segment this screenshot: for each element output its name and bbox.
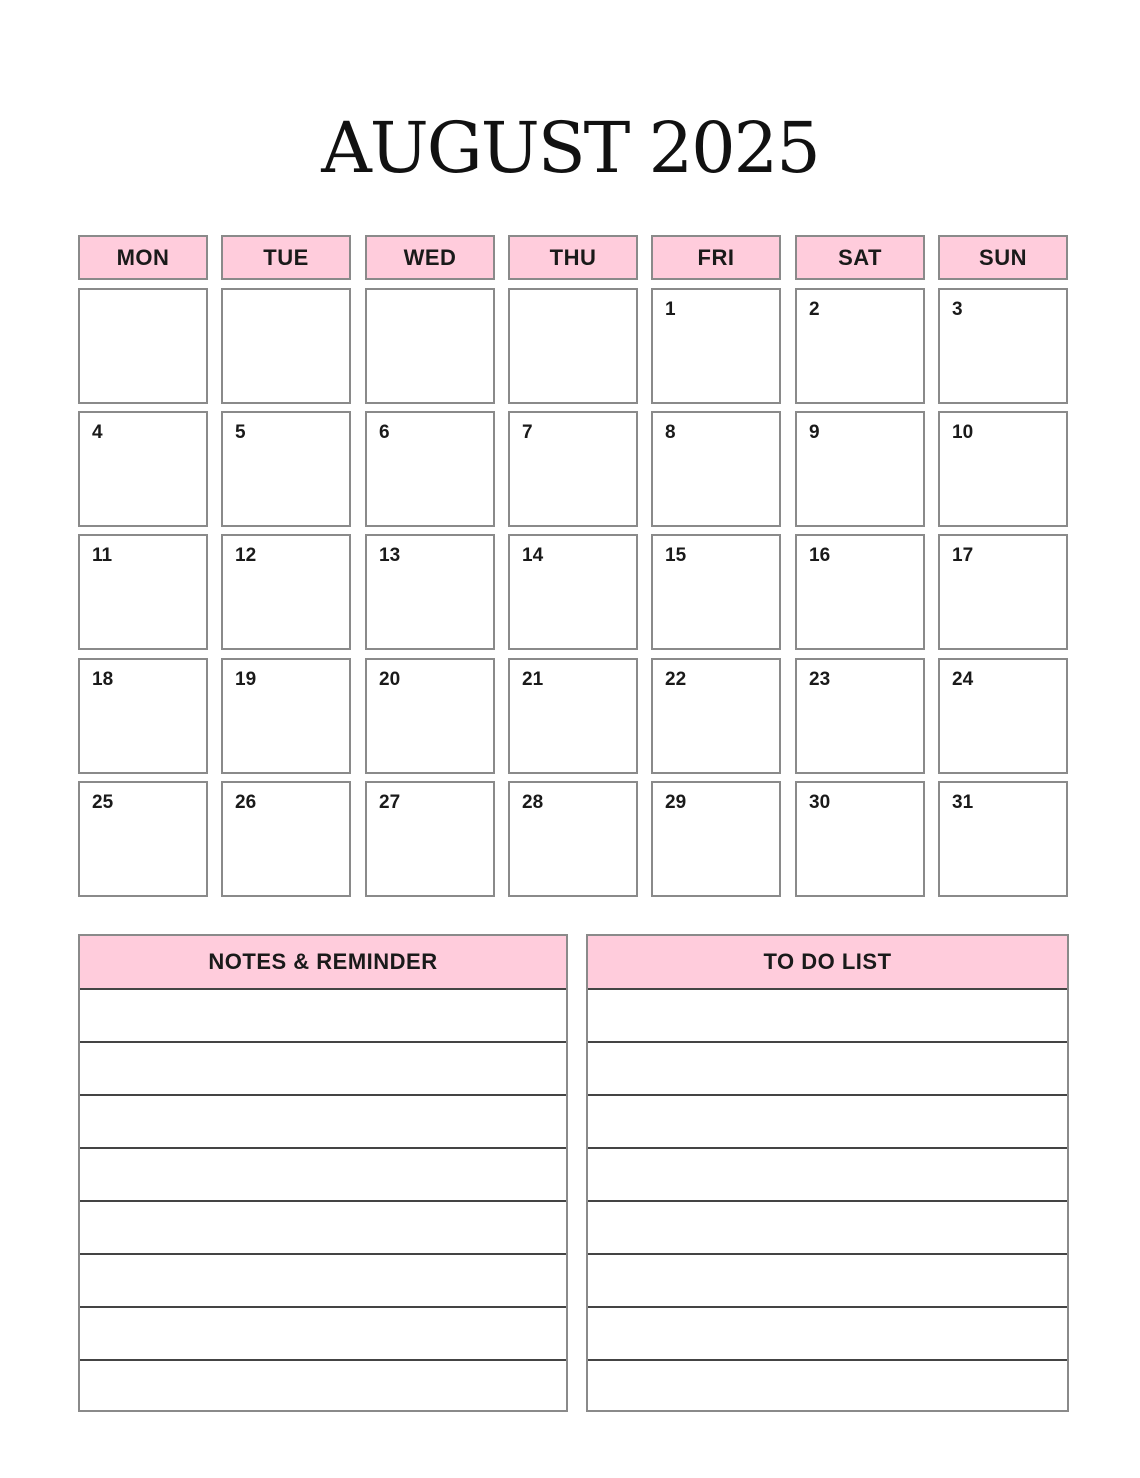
- day-number: 1: [665, 299, 676, 320]
- writing-line: [80, 1094, 566, 1096]
- day-cell: [508, 411, 638, 527]
- writing-line: [588, 1200, 1067, 1202]
- day-number: 17: [952, 545, 974, 566]
- day-number: 6: [379, 422, 390, 443]
- weekday-header: TUE: [221, 235, 351, 280]
- day-number: 20: [379, 669, 401, 690]
- weekday-header: THU: [508, 235, 638, 280]
- day-cell: [938, 288, 1068, 404]
- day-cell: [221, 658, 351, 774]
- day-number: 3: [952, 299, 963, 320]
- empty-day-cell: [78, 288, 208, 404]
- todo-heading: TO DO LIST: [588, 936, 1067, 990]
- day-number: 5: [235, 422, 246, 443]
- day-cell: [365, 534, 495, 650]
- writing-line: [588, 1041, 1067, 1043]
- day-number: 25: [92, 792, 114, 813]
- weekday-header: FRI: [651, 235, 781, 280]
- writing-line: [588, 1253, 1067, 1255]
- day-number: 9: [809, 422, 820, 443]
- writing-line: [80, 1253, 566, 1255]
- writing-line: [588, 1147, 1067, 1149]
- day-cell: [651, 534, 781, 650]
- day-number: 13: [379, 545, 401, 566]
- day-number: 27: [379, 792, 401, 813]
- day-cell: [651, 658, 781, 774]
- weekday-header: MON: [78, 235, 208, 280]
- day-cell: [221, 534, 351, 650]
- day-number: 30: [809, 792, 831, 813]
- todo-panel: [586, 934, 1069, 1412]
- day-number: 26: [235, 792, 257, 813]
- day-number: 29: [665, 792, 687, 813]
- day-cell: [938, 781, 1068, 897]
- writing-line: [80, 1200, 566, 1202]
- day-cell: [938, 658, 1068, 774]
- day-number: 11: [92, 545, 113, 566]
- day-cell: [795, 658, 925, 774]
- day-cell: [365, 781, 495, 897]
- weekday-header: WED: [365, 235, 495, 280]
- day-cell: [78, 781, 208, 897]
- day-cell: [78, 658, 208, 774]
- day-cell: [508, 658, 638, 774]
- day-number: 7: [522, 422, 533, 443]
- notes-panel: [78, 934, 568, 1412]
- writing-line: [80, 1041, 566, 1043]
- day-number: 15: [665, 545, 687, 566]
- day-number: 28: [522, 792, 544, 813]
- day-number: 24: [952, 669, 974, 690]
- empty-day-cell: [221, 288, 351, 404]
- day-number: 31: [952, 792, 974, 813]
- day-number: 8: [665, 422, 676, 443]
- day-number: 23: [809, 669, 831, 690]
- day-number: 19: [235, 669, 257, 690]
- day-number: 14: [522, 545, 544, 566]
- day-cell: [78, 534, 208, 650]
- day-number: 21: [522, 669, 544, 690]
- empty-day-cell: [365, 288, 495, 404]
- day-cell: [938, 411, 1068, 527]
- day-number: 16: [809, 545, 831, 566]
- day-number: 2: [809, 299, 820, 320]
- day-cell: [508, 781, 638, 897]
- day-cell: [221, 781, 351, 897]
- weekday-header: SAT: [795, 235, 925, 280]
- day-cell: [365, 658, 495, 774]
- writing-line: [588, 1359, 1067, 1361]
- writing-line: [80, 1147, 566, 1149]
- page-title: AUGUST 2025: [321, 107, 819, 189]
- day-cell: [795, 411, 925, 527]
- day-cell: [795, 781, 925, 897]
- day-cell: [795, 288, 925, 404]
- day-cell: [651, 781, 781, 897]
- writing-line: [80, 1306, 566, 1308]
- day-cell: [938, 534, 1068, 650]
- weekday-header: SUN: [938, 235, 1068, 280]
- empty-day-cell: [508, 288, 638, 404]
- day-number: 22: [665, 669, 687, 690]
- day-number: 18: [92, 669, 114, 690]
- day-cell: [651, 411, 781, 527]
- notes-heading: NOTES & REMINDER: [80, 936, 566, 990]
- writing-line: [588, 1306, 1067, 1308]
- day-number: 10: [952, 422, 974, 443]
- day-cell: [651, 288, 781, 404]
- day-cell: [795, 534, 925, 650]
- day-cell: [78, 411, 208, 527]
- day-number: 4: [92, 422, 103, 443]
- day-number: 12: [235, 545, 257, 566]
- writing-line: [588, 1094, 1067, 1096]
- writing-line: [80, 1359, 566, 1361]
- day-cell: [221, 411, 351, 527]
- day-cell: [365, 411, 495, 527]
- day-cell: [508, 534, 638, 650]
